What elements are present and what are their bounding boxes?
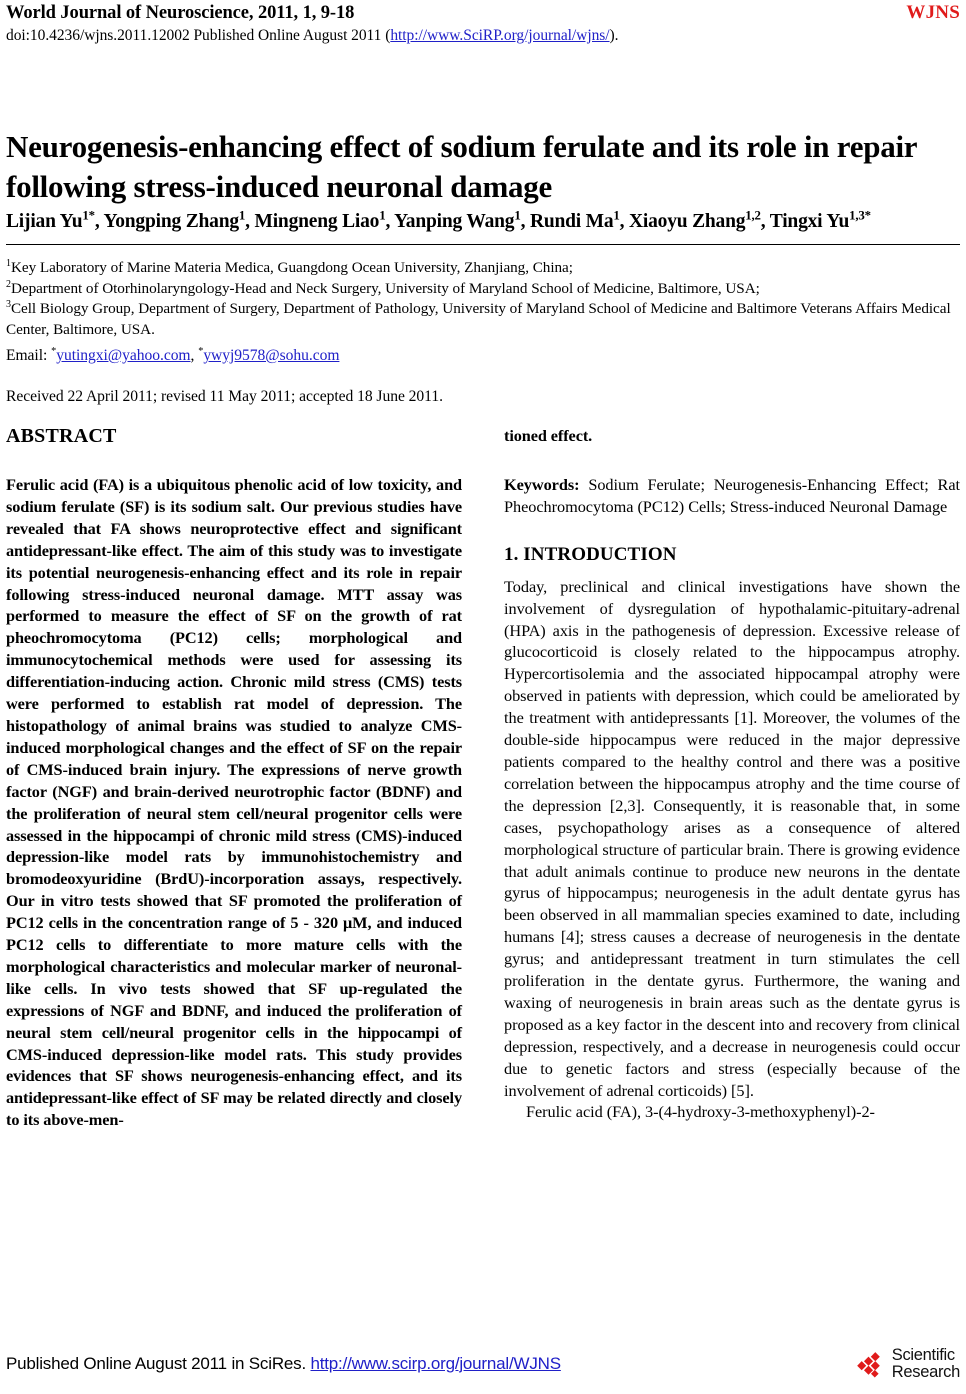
email-asterisk-1: * <box>51 345 57 357</box>
diamond-cluster-icon <box>857 1349 887 1379</box>
section-heading-introduction: 1. INTRODUCTION <box>504 543 677 565</box>
affiliation-item-2: $^2$Department of Otorhinolaryngology-Head and Neck Surgery, University of Maryland School of Medicine, Baltimore, USA; <box>6 278 760 297</box>
doi-prefix-text: doi:10.4236/wjns.2011.12002 Published Online August 2011 ( <box>6 27 391 44</box>
keywords-text: Sodium Ferulate; Neurogenesis-Enhancing Effect; Rat Pheochromocytoma (PC12) Cells; Stress-induced Neuronal Damage <box>504 474 960 516</box>
running-head <box>6 2 960 45</box>
affiliation-item-1: $^1$Key Laboratory of Marine Materia Medica, Guangdong Ocean University, Zhanjiang, China; <box>6 257 573 276</box>
introduction-paragraph-1: Today, preclinical and clinical investigations have shown the involvement of dysregulation of hypothalamic-pituitary-adrenal (HPA) axis in the pathogenesis of depression. Excessive release of glucocorticoid is closely related to the hippocampus atrophy. Hypercortisolemia and the associated hippocampal atrophy were observed in patients with depression, which could be ameliorated by the treatment with antidepressants [1]. Moreover, the volumes of the double-side hippocampus were reduced in the major depressive patients compared to the healthy control and there was a positive correlation between the hippocampus atrophy and the time course of the depression [2,3]. Consequently, it is reasonable that, in some cases, psychopathology arises as a consequence of altered morphological structure of particular brain. There is growing evidence that adult animals continue to produce new neurons in the dentate gyrus of hippocampus; neurogenesis in the adult dentate gyrus has been observed in all mammalian species examined to date, including humans [4]; stress causes a decrease of neurogenesis in the dentate gyrus; and antidepressant treatment in turn stimulates the cell proliferation in the dentate gyrus. Furthermore, the waning and waxing of neurogenesis in brain areas such as the dentate gyrus is proposed as a key factor in the descent into and recovery from clinical depression, respectively, and a decrease in neurogenesis could occur due to genetic factors and stress (especially because of the involvement of adrenal corticoids) [5]. <box>504 576 960 1100</box>
keywords-label: Keywords: <box>504 474 580 494</box>
logo-wordmark <box>892 1347 960 1381</box>
introduction-paragraph-2: Ferulic acid (FA), 3-(4-hydroxy-3-methoxyphenyl)-2- <box>526 1102 875 1122</box>
left-column <box>6 425 462 1131</box>
affiliation-list <box>6 258 960 341</box>
email-asterisk-2: * <box>198 345 204 357</box>
journal-url-link[interactable]: http://www.SciRP.org/journal/wjns/ <box>390 27 610 44</box>
submission-dates-line: Received 22 April 2011; revised 11 May 2011; accepted 18 June 2011. <box>6 388 443 405</box>
article-title: Neurogenesis-enhancing effect of sodium ferulate and its role in repair following stress-induced neuronal damage <box>6 128 917 205</box>
abstract-text-continuation: tioned effect. <box>504 426 593 445</box>
abstract-text: Ferulic acid (FA) is a ubiquitous phenolic acid of low toxicity, and sodium ferulate (SF) is its sodium salt. Our previous studies have revealed that FA shows neuroprotective effect and significant antidepressant-like effect. The aim of this study was to investigate its potential neurogenesis-enhancing effect and its role in repair following stress-induced neuronal damage. MTT assay was performed to measure the effect of SF on the growth of rat pheochromocytoma (PC12) cells; morphological and immunocytochemical methods were used for assessing its differentiation-inducing action. Chronic mild stress (CMS) tests were performed to establish rat model of depression. The histopathology of animal brains was studied to analyze CMS-induced morphological changes and the effect of SF on the repair of CMS-induced brain injury. The expressions of nerve growth factor (NGF) and brain-derived neurotrophic factor (BDNF) and the proliferation of neural stem cell/neural progenitor cells were assessed in the hippocampi of chronic mild stress (CMS)-induced depression-like model rats by immunohistochemistry and bromodeoxyuridine (BrdU)-incorporation assays, respectively. Our in vitro tests showed that SF promoted the proliferation of PC12 cells in the concentration range of 5 - 320 μM, and induced PC12 cells to differentiate to more mature cells with the morphological characteristics and molecular marker of neuronal-like cells. In vivo tests showed that SF up-regulated the expressions of NGF and BDNF, and induced the proliferation of neural stem cell/neural progenitor cells in the hippocampi of CMS-induced depression-like model rats. This study provides evidences that SF shows neurogenesis-enhancing effect, and its antidepressant-like effect of SF may be related directly and closely to its above-men- <box>6 475 462 1130</box>
footer-journal-url-link[interactable]: http://www.scirp.org/journal/WJNS <box>310 1353 561 1373</box>
email-link-1[interactable]: yutingxi@yahoo.com <box>56 347 191 364</box>
journal-citation-line: World Journal of Neuroscience, 2011, 1, 9-18 <box>6 3 355 23</box>
email-link-2[interactable]: ywyj9578@sohu.com <box>203 347 340 364</box>
email-label: Email: <box>6 347 52 364</box>
logo-text-line-1: Scientific <box>891 1346 955 1364</box>
logo-text-line-2: Research <box>891 1362 960 1381</box>
affiliation-item-3: $^3$Cell Biology Group, Department of Surgery, Department of Pathology, University of Maryland School of Medicine and Baltimore Veterans Affairs Medical Center, Baltimore, USA. <box>6 299 951 339</box>
author-rule-divider <box>6 244 960 245</box>
contact-email-line <box>6 347 339 365</box>
scientific-research-logo <box>857 1347 960 1381</box>
abstract-heading: ABSTRACT <box>6 425 117 447</box>
page-footer <box>6 1347 960 1381</box>
doi-suffix-text: ). <box>609 27 619 44</box>
journal-abbreviation-logo: WJNS <box>906 2 960 23</box>
author-list: Lijian $Yu^{1*}$, Yongping Zhang$^1$, Mingneng Liao$^1$, Yanping Wang$^1$, Rundi Ma$^1$, Xiaoyu Zhang$^{1,2}$, Tingxi $Yu^{1,3*}$ <box>6 208 871 232</box>
footer-prefix-text: Published Online August 2011 in SciRes. <box>6 1353 311 1373</box>
running-head-row <box>6 2 960 24</box>
right-column <box>504 425 960 1123</box>
doi-line <box>6 27 960 45</box>
email-separator: , <box>190 347 199 364</box>
footer-publication-line <box>6 1354 561 1374</box>
keywords-block <box>504 474 960 518</box>
